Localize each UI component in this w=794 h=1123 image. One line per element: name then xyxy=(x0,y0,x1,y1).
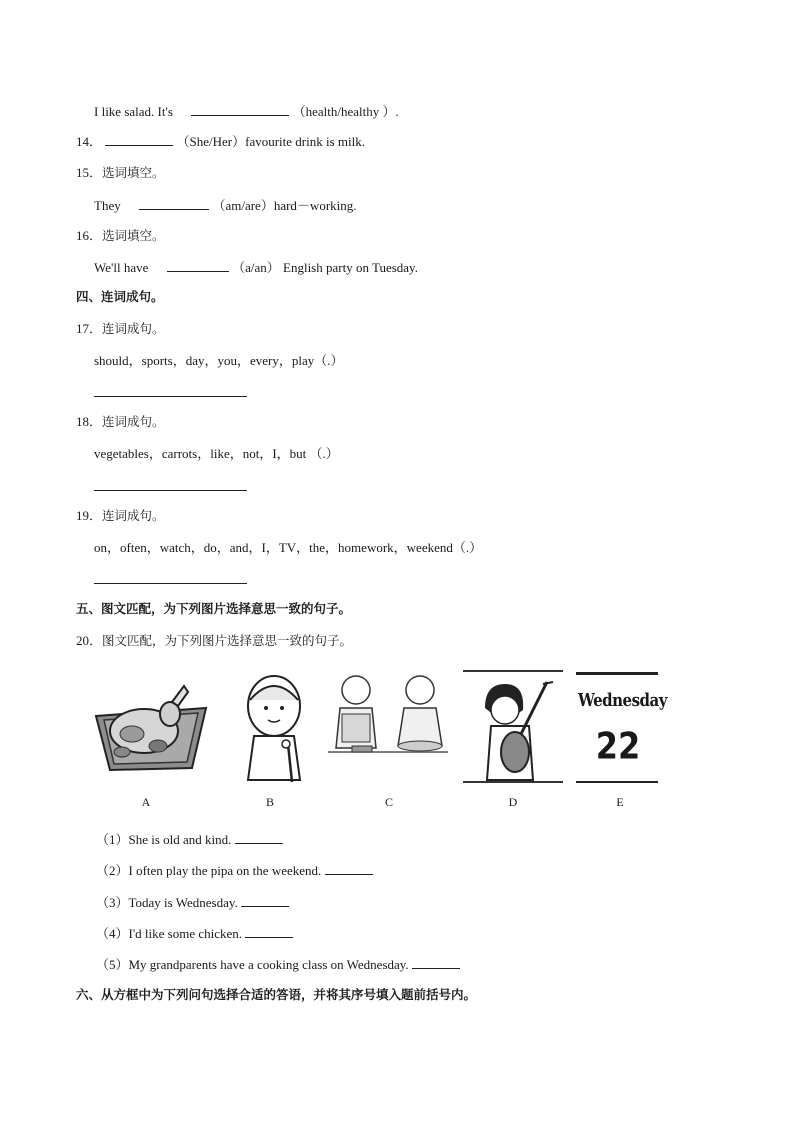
q20-sentence-1 xyxy=(96,831,283,848)
calendar-picture xyxy=(576,672,667,783)
q19-heading xyxy=(76,508,165,524)
q19-number: 19． xyxy=(76,508,103,523)
q16-heading xyxy=(76,228,165,244)
sentence-2-blank[interactable] xyxy=(325,862,373,875)
q14-number: 14． xyxy=(76,134,103,149)
sentence-3-text: （3）Today is Wednesday. xyxy=(96,895,238,910)
q17-heading xyxy=(76,321,165,337)
sentence-4-text: （4）I'd like some chicken. xyxy=(96,926,243,941)
q17-number: 17． xyxy=(76,321,103,336)
picture-label-b: B xyxy=(265,795,274,809)
calendar-date: 22 xyxy=(595,724,641,768)
q18-instruction: 连词成句。 xyxy=(102,414,165,429)
cooking-grandparents-picture xyxy=(326,668,450,760)
q20-sentence-2 xyxy=(96,862,373,879)
picture-label-e: E xyxy=(616,795,624,809)
q16-number: 16． xyxy=(76,228,103,243)
q20-number: 20． xyxy=(76,633,103,648)
q19-instruction: 连词成句。 xyxy=(102,508,165,523)
q16-line xyxy=(94,259,418,276)
q13-line xyxy=(94,103,399,120)
sentence-1-text: （1）She is old and kind. xyxy=(96,832,232,847)
q16-blank[interactable] xyxy=(167,259,229,272)
q13-blank[interactable] xyxy=(191,103,289,116)
q19-words: on，often，watch，do，and，I，TV，the，homework，weekend（.） xyxy=(94,540,483,555)
sentence-4-blank[interactable] xyxy=(245,925,293,938)
section6-heading: 六、从方框中为下列问句选择合适的答语，并将其序号填入题前括号内。 xyxy=(76,987,477,1002)
sentence-1-blank[interactable] xyxy=(235,831,283,844)
q15-subject: They xyxy=(94,198,121,213)
picture-label-a: A xyxy=(141,795,151,809)
q15-instruction: 选词填空。 xyxy=(102,165,165,180)
sentence-3-blank[interactable] xyxy=(241,894,289,907)
q16-instruction: 选词填空。 xyxy=(102,228,165,243)
q16-option: （a/an） English party on Tuesday. xyxy=(232,260,418,275)
sentence-2-text: （2）I often play the pipa on the weekend. xyxy=(96,863,322,878)
q20-heading xyxy=(76,633,352,649)
section4-heading: 四、连词成句。 xyxy=(76,289,164,304)
q14-blank[interactable] xyxy=(105,133,173,146)
q18-answer-line[interactable] xyxy=(94,490,247,491)
q18-words: vegetables，carrots，like，not，I，but （.） xyxy=(94,446,339,461)
q20-instruction: 图文匹配，为下列图片选择意思一致的句子。 xyxy=(102,633,353,648)
q18-heading xyxy=(76,414,165,430)
q19-answer-line[interactable] xyxy=(94,583,247,584)
picture-label-c: C xyxy=(384,795,393,809)
q15-line xyxy=(94,197,357,214)
sentence-5-text: （5）My grandparents have a cooking class on Wednesday. xyxy=(96,957,409,972)
q15-heading xyxy=(76,165,165,181)
q17-instruction: 连词成句。 xyxy=(102,321,165,336)
q15-blank[interactable] xyxy=(139,197,209,210)
q17-answer-line[interactable] xyxy=(94,396,247,397)
q15-option: （am/are）hard－working. xyxy=(212,198,357,213)
q20-sentence-5 xyxy=(96,956,460,973)
sentence-5-blank[interactable] xyxy=(412,956,460,969)
q20-sentence-4 xyxy=(96,925,293,942)
pipa-player-picture xyxy=(463,670,563,784)
calendar-weekday: Wednesday xyxy=(578,689,667,711)
q15-number: 15． xyxy=(76,165,103,180)
grandmother-picture xyxy=(228,672,320,784)
q16-subject: We'll have xyxy=(94,260,149,275)
q18-number: 18． xyxy=(76,414,103,429)
roast-chicken-picture xyxy=(92,676,210,774)
q13-option: （health/healthy ）. xyxy=(292,104,399,119)
picture-label-d: D xyxy=(508,795,518,809)
q20-sentence-3 xyxy=(96,894,289,911)
q14-option: （She/Her）favourite drink is milk. xyxy=(176,134,365,149)
q14-line xyxy=(76,133,365,150)
q17-words: should，sports，day，you，every，play（.） xyxy=(94,353,344,368)
q13-text: I like salad. It's xyxy=(94,104,173,119)
section5-heading: 五、图文匹配，为下列图片选择意思一致的句子。 xyxy=(76,601,352,616)
